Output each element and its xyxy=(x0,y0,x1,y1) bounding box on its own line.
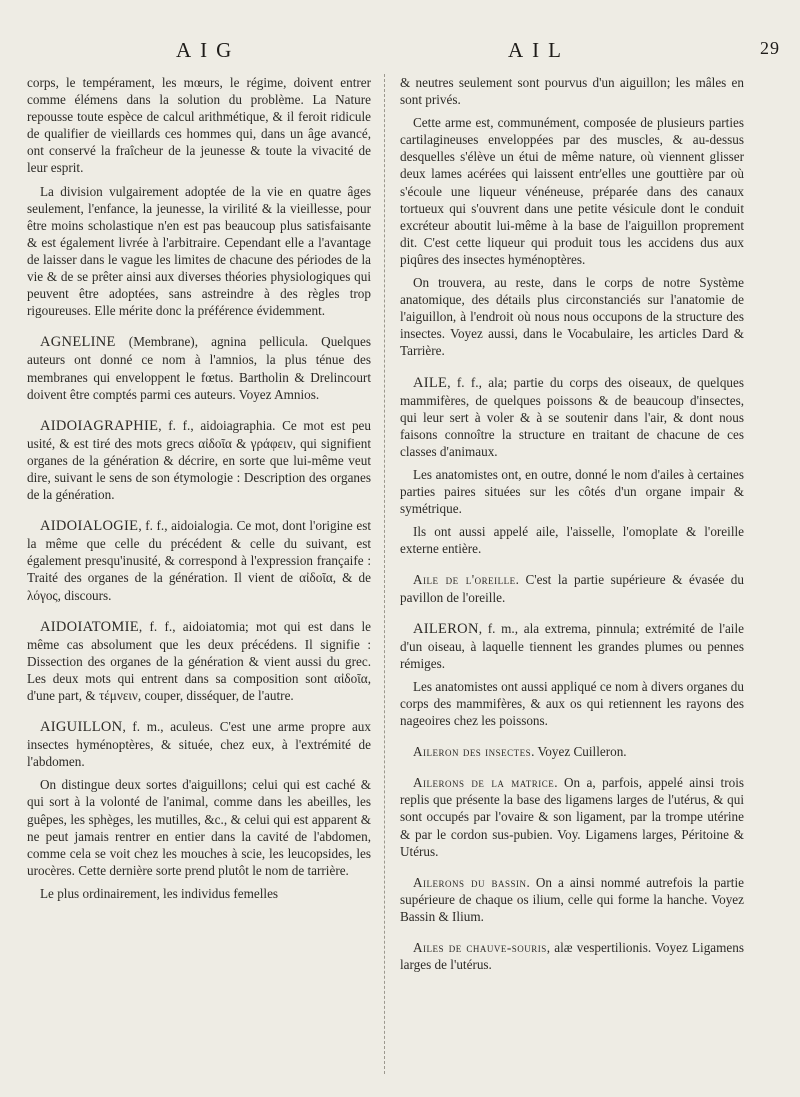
dictionary-entry xyxy=(27,333,371,402)
dictionary-entry xyxy=(27,618,371,704)
paragraph-text: . Voyez Cuilleron. xyxy=(531,744,627,760)
paragraph xyxy=(400,466,744,517)
dictionary-entry xyxy=(400,571,744,605)
paragraph-text: , f. f., aidoiatomia; mot qui est dans le même cas absolument que les deux précédens. Il signifie : Dissection des organes de la génération & vient aussi du grec. Les deux mots qui entrent dans sa composition sont αἰδοῖα, d'une part, & τέμνειν, couper, disséquer, de l'autre. xyxy=(27,618,371,703)
paragraph-text: On trouvera, au reste, dans le corps de notre Système anatomique, des détails plus circonstanciés sur l'anatomie de l'aiguillon, à l'endroit où nous nous occupons de la structure des insectes. Voyez aussi, dans le Vocabulaire, les articles Dard & Tarrière. xyxy=(400,275,744,359)
right-column xyxy=(400,74,744,979)
dictionary-entry xyxy=(400,620,744,672)
dictionary-entry xyxy=(400,374,744,460)
dictionary-entry xyxy=(27,417,371,503)
paragraph-text: , f. m., ala extrema, pinnula; extrémité de l'aile d'un oiseau, à laquelle tiennent les grandes plumes ou pennes rémiges. xyxy=(400,620,744,671)
entry-headword: Ailerons de la matrice xyxy=(413,775,555,791)
entry-headword: AILERON xyxy=(413,620,479,637)
paragraph-text: . C'est la partie supérieure & évasée du pavillon de l'oreille. xyxy=(400,572,744,605)
paragraph-text: Ils ont aussi appelé aile, l'aisselle, l'omoplate & l'oreille externe entière. xyxy=(400,524,744,557)
paragraph-text: On distingue deux sortes d'aiguillons; celui qui est caché & qui sort à la volonté de l'animal, comme dans les abeilles, les guêpes, les sphèges, les mutilles, &c., & celui qui est apparent & ne peut jamais rentrer en entier dans la cavité de l'abdomen, comme cela se voit chez les mouches à scie, les leucopsides, les urocères. Cette dernière sorte prend plutôt le nom de tarrière. xyxy=(27,777,371,878)
paragraph xyxy=(400,114,744,268)
running-head-left: AIG xyxy=(176,38,241,62)
paragraph-text: corps, le tempérament, les mœurs, le régime, doivent entrer comme élémens dans la solution du problème. La Nature repousse toute espèce de calcul arithmétique, & il feroit ridicule de qualifier de vieillards ces hommes qui, dans un âge avancé, ont conservé la fraîcheur de la jeunesse & toute la vivacité de leur esprit. xyxy=(27,75,371,176)
entry-headword: Ailerons du bassin xyxy=(413,874,527,890)
dictionary-entry xyxy=(400,939,744,973)
column-divider xyxy=(384,74,385,1074)
dictionary-entry xyxy=(27,517,371,603)
continued-paragraph xyxy=(27,74,371,177)
paragraph-text: & neutres seulement sont pourvus d'un aiguillon; les mâles en sont privés. xyxy=(400,75,744,108)
dictionary-entry xyxy=(400,874,744,925)
entry-headword: Ailes de chauve-souris xyxy=(413,940,547,956)
dictionary-entry xyxy=(400,774,744,859)
entry-headword: Aileron des insectes xyxy=(413,744,532,760)
paragraph xyxy=(400,678,744,729)
paragraph xyxy=(27,183,371,320)
paragraph-text: (Membrane), agnina pellicula. Quelques auteurs ont donné ce nom à l'amnios, la plus ténue des membranes qui enveloppent le fœtus. Bartholin & Drelincourt doivent être comptés parmi ces auteurs. Voyez Amnios. xyxy=(27,334,371,402)
entry-headword: AIGUILLON xyxy=(40,719,123,736)
paragraph xyxy=(400,523,744,557)
paragraph-text: , f. f., aidoiagraphia. Ce mot est peu usité, & est tiré des mots grecs αἰδοῖα & γράφειν, qui signifient organes de la génération & décrire, en sorte que lui-même veut dire, suivant le sens de son étymologie : Description des organes de la génération. xyxy=(27,417,371,503)
dictionary-entry xyxy=(400,743,744,760)
paragraph-text: La division vulgairement adoptée de la vie en quatre âges seulement, l'enfance, la jeunesse, la virilité & la vieillesse, pour être moins scholastique n'en est pas beaucoup plus satisfaisante & est également livrée à l'arbitraire. Cependant elle a l'avantage de laisser dans le vague les limites de chacune des périodes de la vie & de se prêter ainsi aux diverses théories physiologiques qui peuvent être adoptées, sans astreindre à des règles trop rigoureuses. Elle mérite donc la préférence évidemment. xyxy=(27,183,371,319)
left-column xyxy=(27,74,371,908)
paragraph-text: , f. f., aidoialogia. Ce mot, dont l'origine est la même que celle du précédent & celle du suivant, est également presqu'inusité, & correspond à l'expression françaife : Traité des organes de la génération. Il vient de αἰδοῖα, & de λόγος, discours. xyxy=(27,518,371,603)
entry-headword: AGNELINE xyxy=(40,334,116,351)
continued-paragraph xyxy=(400,74,744,108)
paragraph-text: , f. f., ala; partie du corps des oiseaux, de quelques mammifères, de quelques poissons & de beaucoup d'insectes, qui leur sert à voler & à se soutenir dans l'air, & dont nous faisons connoître la structure en traitant de chacune de ces classes d'animaux. xyxy=(400,374,744,459)
running-head-right: AIL xyxy=(508,38,570,62)
page-number: 29 xyxy=(760,38,780,58)
paragraph xyxy=(27,776,371,879)
paragraph-text: Cette arme est, communément, composée de plusieurs parties cartilagineuses enveloppées par des muscles, & au-dessus desquelles s'élève un étui de même nature, où viennent glisser deux lames acérées qui laissent entr'elles une gouttière par où s'écoule une liqueur vénéneuse, préparée dans des canaux tortueux qui s'ouvrent dans une petite vésicule dont le conduit excréteur aboutit lui-même à la base de l'aiguillon proprement dit. C'est cette liqueur qui produit tous les accidens dus aux piqûres des insectes hyménoptères. xyxy=(400,115,744,267)
paragraph-text: Le plus ordinairement, les individus femelles xyxy=(40,885,279,901)
paragraph-text: Les anatomistes ont, en outre, donné le nom d'ailes à certaines parties paires situées sur les côtés d'un organe impair & symétrique. xyxy=(400,466,744,517)
paragraph-text: . On a ainsi nommé autrefois la partie supérieure de chaque os ilium, celle qui forme la hanche. Voyez Bassin & Ilium. xyxy=(400,874,744,924)
entry-headword: AIDOIALOGIE xyxy=(40,518,139,535)
entry-headword: AILE xyxy=(413,374,448,391)
entry-headword: AIDOIAGRAPHIE xyxy=(40,417,159,434)
paragraph xyxy=(400,274,744,359)
entry-headword: AIDOIATOMIE xyxy=(40,618,139,635)
paragraph-text: . On a, parfois, appelé ainsi trois replis que présente la base des ligamens larges de l'utérus, & qui sont occupés par l'ovaire & son ligament, par la trompe utérine & par le cordon sus-pubien. Voy. Ligamens larges, Péritoine & Utérus. xyxy=(400,775,744,859)
paragraph-text: Les anatomistes ont aussi appliqué ce nom à divers organes du corps des mammifères, & aux os qui retiennent les rayons des nageoires chez les poissons. xyxy=(400,678,744,729)
paragraph xyxy=(27,885,371,902)
paragraph-text: , f. m., aculeus. C'est une arme propre aux insectes hyménoptères, & située, chez eux, à l'extrémité de l'abdomen. xyxy=(27,719,371,770)
paragraph-text: , alæ vespertilionis. Voyez Ligamens larges de l'utérus. xyxy=(400,940,744,973)
dictionary-entry xyxy=(27,718,371,770)
running-head xyxy=(0,38,800,68)
entry-headword: Aile de l'oreille xyxy=(413,572,516,588)
